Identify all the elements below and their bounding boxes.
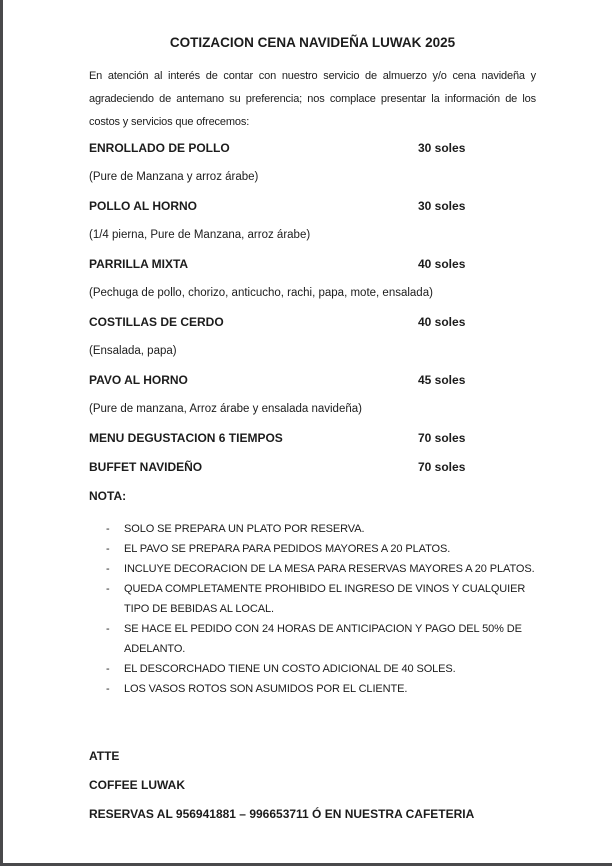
- bullet-dash: -: [106, 663, 110, 675]
- list-item: [89, 539, 536, 559]
- menu-item-row: [89, 192, 536, 221]
- company-name: COFFEE LUWAK: [89, 778, 185, 792]
- menu-item-description: (Pure de manzana, Arroz árabe y ensalada navideña): [89, 403, 362, 415]
- menu-item-name: MENU DEGUSTACION 6 TIEMPOS: [89, 431, 283, 445]
- menu-item-row: [89, 134, 536, 163]
- list-item: [89, 619, 536, 659]
- bullet-dash: -: [106, 683, 110, 695]
- reservations-line: RESERVAS AL 956941881 – 996653711 Ó EN NUESTRA CAFETERIA: [89, 807, 475, 821]
- bullet-dash: -: [106, 523, 110, 535]
- menu-item-description: (Ensalada, papa): [89, 345, 177, 357]
- menu-item-row: [89, 424, 536, 453]
- note-text: SOLO SE PREPARA UN PLATO POR RESERVA.: [124, 523, 365, 535]
- bullet-dash: -: [106, 623, 110, 635]
- bullet-dash: -: [106, 563, 110, 575]
- list-item: [89, 659, 536, 679]
- menu-item-price: 40 soles: [418, 315, 466, 329]
- note-text: SE HACE EL PEDIDO CON 24 HORAS DE ANTICIPACION Y PAGO DEL 50% DE ADELANTO.: [124, 623, 522, 655]
- menu-item-description: (Pechuga de pollo, chorizo, anticucho, rachi, papa, mote, ensalada): [89, 287, 433, 299]
- menu-list: [89, 134, 536, 482]
- menu-item-row: [89, 308, 536, 337]
- menu-item-row: [89, 250, 536, 279]
- menu-item-price: 30 soles: [418, 141, 466, 155]
- list-item: [89, 519, 536, 539]
- menu-item-price: 70 soles: [418, 460, 466, 474]
- note-text: LOS VASOS ROTOS SON ASUMIDOS POR EL CLIENTE.: [124, 683, 408, 695]
- notes-list: [89, 519, 536, 699]
- menu-item-price: 70 soles: [418, 431, 466, 445]
- menu-item-name: COSTILLAS DE CERDO: [89, 315, 224, 329]
- document-title: COTIZACION CENA NAVIDEÑA LUWAK 2025: [169, 35, 456, 50]
- menu-item-price: 30 soles: [418, 199, 466, 213]
- bullet-dash: -: [106, 583, 110, 595]
- menu-item-name: PARRILLA MIXTA: [89, 257, 189, 271]
- menu-item-price: 45 soles: [418, 373, 466, 387]
- menu-item-name: BUFFET NAVIDEÑO: [89, 460, 203, 474]
- note-text: INCLUYE DECORACION DE LA MESA PARA RESERVAS MAYORES A 20 PLATOS.: [124, 563, 535, 575]
- list-item: [89, 679, 536, 699]
- notes-heading: NOTA:: [89, 489, 127, 503]
- menu-item-description: (Pure de Manzana y arroz árabe): [89, 171, 259, 183]
- page-edge-left: [0, 0, 3, 866]
- closing-salutation: ATTE: [89, 749, 120, 763]
- bullet-dash: -: [106, 543, 110, 555]
- menu-item-name: PAVO AL HORNO: [89, 373, 188, 387]
- note-text: EL DESCORCHADO TIENE UN COSTO ADICIONAL DE 40 SOLES.: [124, 663, 456, 675]
- menu-item-name: POLLO AL HORNO: [89, 199, 197, 213]
- list-item: [89, 579, 536, 619]
- closing-block: [89, 742, 536, 829]
- intro-paragraph: En atención al interés de contar con nuestro servicio de almuerzo y/o cena navideña y agradeciendo de antemano su preferencia; nos complace presentar la información de los costos y servicios que ofrecemos:: [89, 70, 536, 128]
- list-item: [89, 559, 536, 579]
- document-page: [89, 36, 536, 829]
- menu-item-row: [89, 453, 536, 482]
- menu-item-row: [89, 366, 536, 395]
- note-text: EL PAVO SE PREPARA PARA PEDIDOS MAYORES A 20 PLATOS.: [124, 543, 451, 555]
- menu-item-price: 40 soles: [418, 257, 466, 271]
- menu-item-description: (1/4 pierna, Pure de Manzana, arroz árabe): [89, 229, 311, 241]
- note-text: QUEDA COMPLETAMENTE PROHIBIDO EL INGRESO DE VINOS Y CUALQUIER TIPO DE BEBIDAS AL LOCAL.: [124, 583, 526, 615]
- menu-item-name: ENROLLADO DE POLLO: [89, 141, 230, 155]
